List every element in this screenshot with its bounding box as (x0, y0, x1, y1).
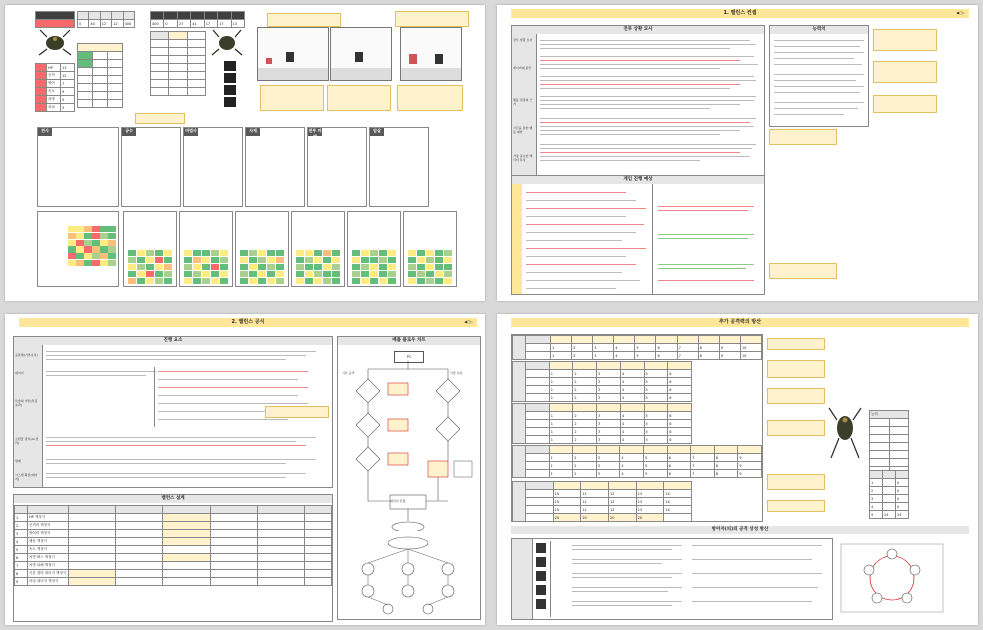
sticky-note (327, 85, 391, 111)
element-icon (536, 571, 546, 581)
class-table-2: 궁수 (121, 127, 181, 207)
balance-row-no: 1 (15, 514, 28, 522)
sticky-note (767, 420, 825, 436)
sticky-note (395, 11, 469, 27)
balance-row-label: 마딜 대미지 책정식 (28, 578, 69, 586)
balance-design-title: 밸런스 설계 (14, 495, 332, 503)
sticky-note (767, 388, 825, 404)
element-icon (536, 557, 546, 567)
balance-row-no: 2 (15, 522, 28, 530)
enemy-creature-icon (827, 402, 863, 462)
row-label: 공통행(기본속성) (15, 353, 38, 357)
concept-row-label: 전투 상황 묘사 (513, 38, 533, 42)
balance-row-label: 치명 피해 책정식 (28, 562, 69, 570)
element-cycle-diagram (837, 540, 947, 616)
character-2-skill-table (150, 31, 206, 96)
section-title: 2. 밸런스 공식 (231, 319, 265, 325)
skill-icon (224, 85, 236, 95)
attack-calc-table (511, 334, 763, 522)
balance-row-no: 8 (15, 570, 28, 578)
attack-calc-grid-5: 10 11 12 13 14 10 11 12 13 14 10 11 12 13 14 20 20 20 20 (512, 481, 692, 522)
balance-row-no: 6 (15, 554, 28, 562)
sticky-note (873, 61, 937, 83)
ability-table (769, 25, 869, 127)
damage-network-diagram (338, 533, 480, 617)
row-label: 시스템 확장(대미지) (15, 473, 38, 481)
balance-table (14, 505, 332, 586)
section-tag: ◀□▷ (464, 320, 473, 324)
sticky-note (135, 113, 185, 124)
balance-row-label: HP 책정식 (28, 514, 69, 522)
balance-row-label: 공격력 책정식 (28, 522, 69, 530)
sheet-page-concept (497, 5, 978, 301)
attack-calc-grid-1: 1 2 3 4 5 6 7 8 9 10 1 2 3 4 5 6 7 8 9 10 (512, 335, 762, 360)
heatmap-table-7 (403, 211, 457, 287)
enemy-creature-image (827, 402, 863, 462)
row-label: 특술의 기반(특징 효과) (15, 399, 38, 407)
flow-label: 기본 공격 (342, 371, 355, 375)
sticky-note (767, 474, 825, 490)
sheet-page-attack-calc (497, 314, 978, 625)
attack-calc-grid-4: 1 2 3 4 5 6 7 8 9 1 2 3 4 5 6 7 8 9 1 2 3 4 5 6 7 8 9 (512, 445, 762, 478)
concept-row-label: 게이머의 판단 (513, 66, 532, 70)
balance-row-label: 속도 책정식 (28, 546, 69, 554)
section-title-bar (511, 9, 969, 18)
character-values-table: 0 40 12 12 400 (77, 11, 135, 28)
character-stat-table: HP 13 공격 12 방어 7 속도 9 치명 5 치피 3 (35, 63, 75, 112)
balance-row-no: 7 (15, 562, 28, 570)
flowchart-title: 배틀 플로우 차트 (338, 337, 480, 345)
sticky-note (769, 263, 837, 279)
sticky-note (873, 29, 937, 51)
character-card-2 (150, 11, 250, 115)
heatmap-table-3 (179, 211, 233, 287)
attack-calc-grid-2: 1 2 3 4 5 6 1 2 3 4 5 6 1 2 3 4 5 6 1 2 3 4 5 6 (512, 361, 692, 402)
section-2-title-bar (511, 526, 969, 534)
skill-icon (224, 97, 236, 107)
skill-icon (224, 61, 236, 71)
section-title-bar (19, 318, 477, 327)
element-icon (536, 585, 546, 595)
sticky-note (397, 85, 463, 111)
sticky-note (267, 13, 341, 27)
section-title-bar (511, 318, 969, 327)
sticky-note (767, 500, 825, 512)
concept-table-title: 전투 상황 묘사 (512, 26, 764, 34)
attack-calc-grid-3: 1 2 3 4 5 6 1 2 3 4 5 6 1 2 3 4 5 6 1 2 3 4 5 6 (512, 403, 692, 444)
skill-icon (224, 73, 236, 83)
class-table-3: 마법사 (183, 127, 243, 207)
character-header-table (35, 11, 75, 28)
concept-row-label: 행동 결정의 근거 (513, 98, 533, 106)
flowchart-diagram (338, 361, 480, 531)
balance-row-label: 행동 책정식 (28, 538, 69, 546)
balance-row-no: 4 (15, 538, 28, 546)
sticky-note (873, 95, 937, 113)
balance-design-table (13, 494, 333, 622)
element-icon (536, 543, 546, 553)
sticky-note (767, 360, 825, 378)
concept-row-label: 가장 중요한 캐릭터 특성 (513, 154, 533, 162)
class-table-row (37, 127, 477, 205)
game-screenshot-2 (330, 27, 392, 81)
balance-row-no: 5 (15, 546, 28, 554)
creature-illustration (37, 27, 73, 57)
flow-label: 기술 사용 (450, 371, 463, 375)
section-title: 1. 밸런스 컨셉 (723, 10, 757, 16)
class-table-6: 암살 (369, 127, 429, 207)
character-skill-table (77, 43, 123, 108)
sticky-note (260, 85, 324, 111)
class-table-1: 전사 (37, 127, 119, 207)
balance-row-label: 방어력 책정식 (28, 530, 69, 538)
heatmap-table-5 (291, 211, 345, 287)
element-icon (536, 599, 546, 609)
heatmap-table-6 (347, 211, 401, 287)
progress-elements-title: 진행 요소 (14, 337, 332, 345)
heatmap-table-2 (123, 211, 177, 287)
section-tag: ◀□▷ (956, 11, 965, 15)
section-2-title: 방어자(피)의 공격 상성 방산 (711, 527, 769, 532)
class-table-4: 사제 (245, 127, 305, 207)
heatmap-table-4 (235, 211, 289, 287)
battle-flowchart (337, 336, 481, 620)
ability-table-title: 능력치 (770, 26, 868, 34)
balance-row-no: 3 (15, 530, 28, 538)
sheet-page-formulas (5, 314, 485, 625)
row-label: 소환물 관리(AI 관리) (15, 437, 39, 445)
balance-row-label: 치명 확스 책정식 (28, 554, 69, 562)
sheet-page-stats (5, 5, 485, 301)
game-screenshot-3 (400, 27, 462, 81)
flow-node-pc: PC (394, 351, 424, 363)
progress-table (511, 175, 765, 295)
sticky-note (767, 338, 825, 350)
balance-row-no: 9 (15, 578, 28, 586)
balance-row-label: 기본 경비 대미지 책정식 (28, 570, 69, 578)
enemy-stat-table (869, 410, 909, 475)
progress-table-title: 게임 진행 예상 (512, 176, 764, 184)
game-screenshot-1 (257, 27, 329, 81)
character-card (35, 11, 135, 115)
flow-label: 대미지 산출 (390, 499, 406, 503)
sticky-note (769, 129, 837, 145)
creature-illustration-2 (210, 27, 244, 57)
concept-table (511, 25, 765, 177)
enemy-value-table: 1 0 2 0 3 0 4 0 5 24 24 (869, 470, 909, 519)
stat-table-title: 능력 (870, 411, 909, 419)
section-title: 추가 공격력의 방산 (718, 319, 762, 325)
sticky-note (265, 406, 329, 418)
synergy-table (511, 538, 833, 620)
row-label: 대미지 (15, 371, 24, 375)
row-label: 방패 (15, 459, 21, 463)
class-table-5: 전투 마법 (307, 127, 367, 207)
icon-column (224, 61, 238, 111)
character-2-header-table: 400 0 27 41 17 17 13 (150, 11, 245, 28)
heatmap-table-1 (37, 211, 119, 287)
concept-row-label: 시간을 통한 행동 제한 (513, 126, 533, 134)
